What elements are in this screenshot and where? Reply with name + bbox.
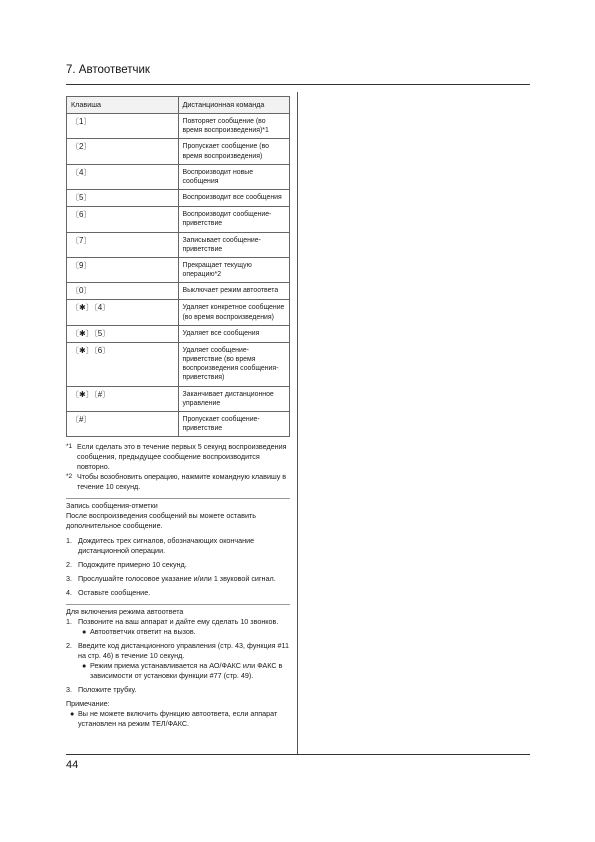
command-cell: Воспроизводит новые сообщения <box>178 164 290 189</box>
table-row <box>67 325 290 342</box>
left-column <box>66 96 290 729</box>
step-bullet <box>82 661 290 681</box>
command-cell: Повторяет сообщение (во время воспроизведения)*1 <box>178 114 290 139</box>
key-cell: 〔4〕 <box>67 164 179 189</box>
bullet-dot-icon: ● <box>82 627 87 637</box>
memo-section-title: Запись сообщения-отметки <box>66 501 158 511</box>
key-cell: 〔9〕 <box>67 258 179 283</box>
header-rule <box>66 84 530 85</box>
memo-step <box>66 536 290 556</box>
memo-step <box>66 588 290 598</box>
memo-steps <box>66 536 290 598</box>
table-row <box>67 207 290 232</box>
step-text: Подождите примерно 10 секунд. <box>78 560 187 570</box>
step-text: Позвоните на ваш аппарат и дайте ему сделать 10 звонков. <box>78 617 279 627</box>
step-bullet <box>82 627 290 637</box>
footer-rule <box>66 754 530 755</box>
table-header-key: Клавиша <box>67 97 179 114</box>
chapter-title: 7. Автоответчик <box>66 64 150 76</box>
bullet-text: Режим приема устанавливается на АО/ФАКС или ФАКС в зависимости от установки функции #77 (стр. 49). <box>90 661 283 681</box>
command-cell: Удаляет все сообщения <box>178 325 290 342</box>
command-cell: Записывает сообщение-приветствие <box>178 232 290 257</box>
bullet-text: Автоответчик ответит на вызов. <box>90 627 196 637</box>
key-cell: 〔6〕 <box>67 207 179 232</box>
command-cell: Воспроизводит сообщение-приветствие <box>178 207 290 232</box>
step-number: 3. <box>66 574 72 584</box>
step-body <box>78 641 290 681</box>
key-cell: 〔✱〕〔#〕 <box>67 386 179 411</box>
table-row <box>67 300 290 325</box>
step-text: Положите трубку. <box>78 685 137 695</box>
section-divider <box>66 498 290 499</box>
memo-intro: После воспроизведения сообщений вы можете оставить дополнительное сообщение. <box>66 511 257 531</box>
note-text: Вы не можете включить функцию автоответа, если аппарат установлен на режим ТЕЛ/ФАКС. <box>78 709 278 729</box>
step-number: 4. <box>66 588 72 598</box>
key-cell: 〔#〕 <box>67 412 179 437</box>
section-divider <box>66 604 290 605</box>
autoanswer-step <box>66 685 290 695</box>
autoanswer-section-title: Для включения режима автоответа <box>66 607 184 617</box>
bullet-dot-icon: ● <box>82 661 87 671</box>
step-body <box>78 617 290 637</box>
page-number: 44 <box>66 759 79 771</box>
table-row <box>67 164 290 189</box>
key-cell: 〔5〕 <box>67 190 179 207</box>
footnote-text: Чтобы возобновить операцию, нажмите командную клавишу в течение 10 секунд. <box>77 472 287 492</box>
step-number: 2. <box>66 560 72 570</box>
command-cell: Пропускает сообщение (во время воспроизведения) <box>178 139 290 164</box>
table-header-command: Дистанционная команда <box>178 97 290 114</box>
command-cell: Удаляет сообщение-приветствие (во время воспроизведения сообщения-приветствия) <box>178 342 290 386</box>
footnote-mark: *2 <box>66 473 73 481</box>
command-cell: Выключает режим автоответа <box>178 283 290 300</box>
table-row <box>67 258 290 283</box>
step-number: 1. <box>66 536 72 546</box>
command-cell: Заканчивает дистанционное управление <box>178 386 290 411</box>
table-row <box>67 283 290 300</box>
key-cell: 〔0〕 <box>67 283 179 300</box>
table-row <box>67 412 290 437</box>
table-row <box>67 386 290 411</box>
footnote <box>66 472 290 492</box>
table-row <box>67 139 290 164</box>
command-cell: Удаляет конкретное сообщение (во время воспроизведения) <box>178 300 290 325</box>
command-cell: Воспроизводит все сообщения <box>178 190 290 207</box>
step-text: Оставьте сообщение. <box>78 588 151 598</box>
step-number: 3. <box>66 685 72 695</box>
step-number: 2. <box>66 641 72 651</box>
remote-command-table <box>66 96 290 437</box>
autoanswer-steps <box>66 617 290 695</box>
bullet-dot-icon: ● <box>70 709 75 719</box>
memo-step <box>66 560 290 570</box>
command-cell: Прекращает текущую операцию*2 <box>178 258 290 283</box>
footnote-mark: *1 <box>66 443 73 451</box>
step-number: 1. <box>66 617 72 627</box>
key-cell: 〔1〕 <box>67 114 179 139</box>
memo-step <box>66 574 290 584</box>
note-title: Примечание: <box>66 699 110 709</box>
autoanswer-step <box>66 641 290 681</box>
footnotes <box>66 442 290 492</box>
key-cell: 〔2〕 <box>67 139 179 164</box>
footnote <box>66 442 290 472</box>
table-row <box>67 342 290 386</box>
step-text: Прослушайте голосовое указание и/или 1 звуковой сигнал. <box>78 574 276 584</box>
step-text: Введите код дистанционного управления (стр. 43, функция #11 на стр. 46) в течение 10 секунд. <box>78 641 290 661</box>
table-body <box>67 114 290 437</box>
step-text: Дождитесь трех сигналов, обозначающих окончание дистанционной операции. <box>78 536 255 556</box>
column-divider <box>297 92 298 754</box>
command-cell: Пропускает сообщение-приветствие <box>178 412 290 437</box>
key-cell: 〔7〕 <box>67 232 179 257</box>
autoanswer-step <box>66 617 290 637</box>
key-cell: 〔✱〕〔5〕 <box>67 325 179 342</box>
table-row <box>67 190 290 207</box>
table-row <box>67 114 290 139</box>
table-row <box>67 232 290 257</box>
footnote-text: Если сделать это в течение первых 5 секунд воспроизведения сообщения, предыдущее сообщение воспроизводится повторно. <box>77 442 287 472</box>
note-bullet <box>70 709 290 729</box>
table-header-row <box>67 97 290 114</box>
key-cell: 〔✱〕〔4〕 <box>67 300 179 325</box>
key-cell: 〔✱〕〔6〕 <box>67 342 179 386</box>
